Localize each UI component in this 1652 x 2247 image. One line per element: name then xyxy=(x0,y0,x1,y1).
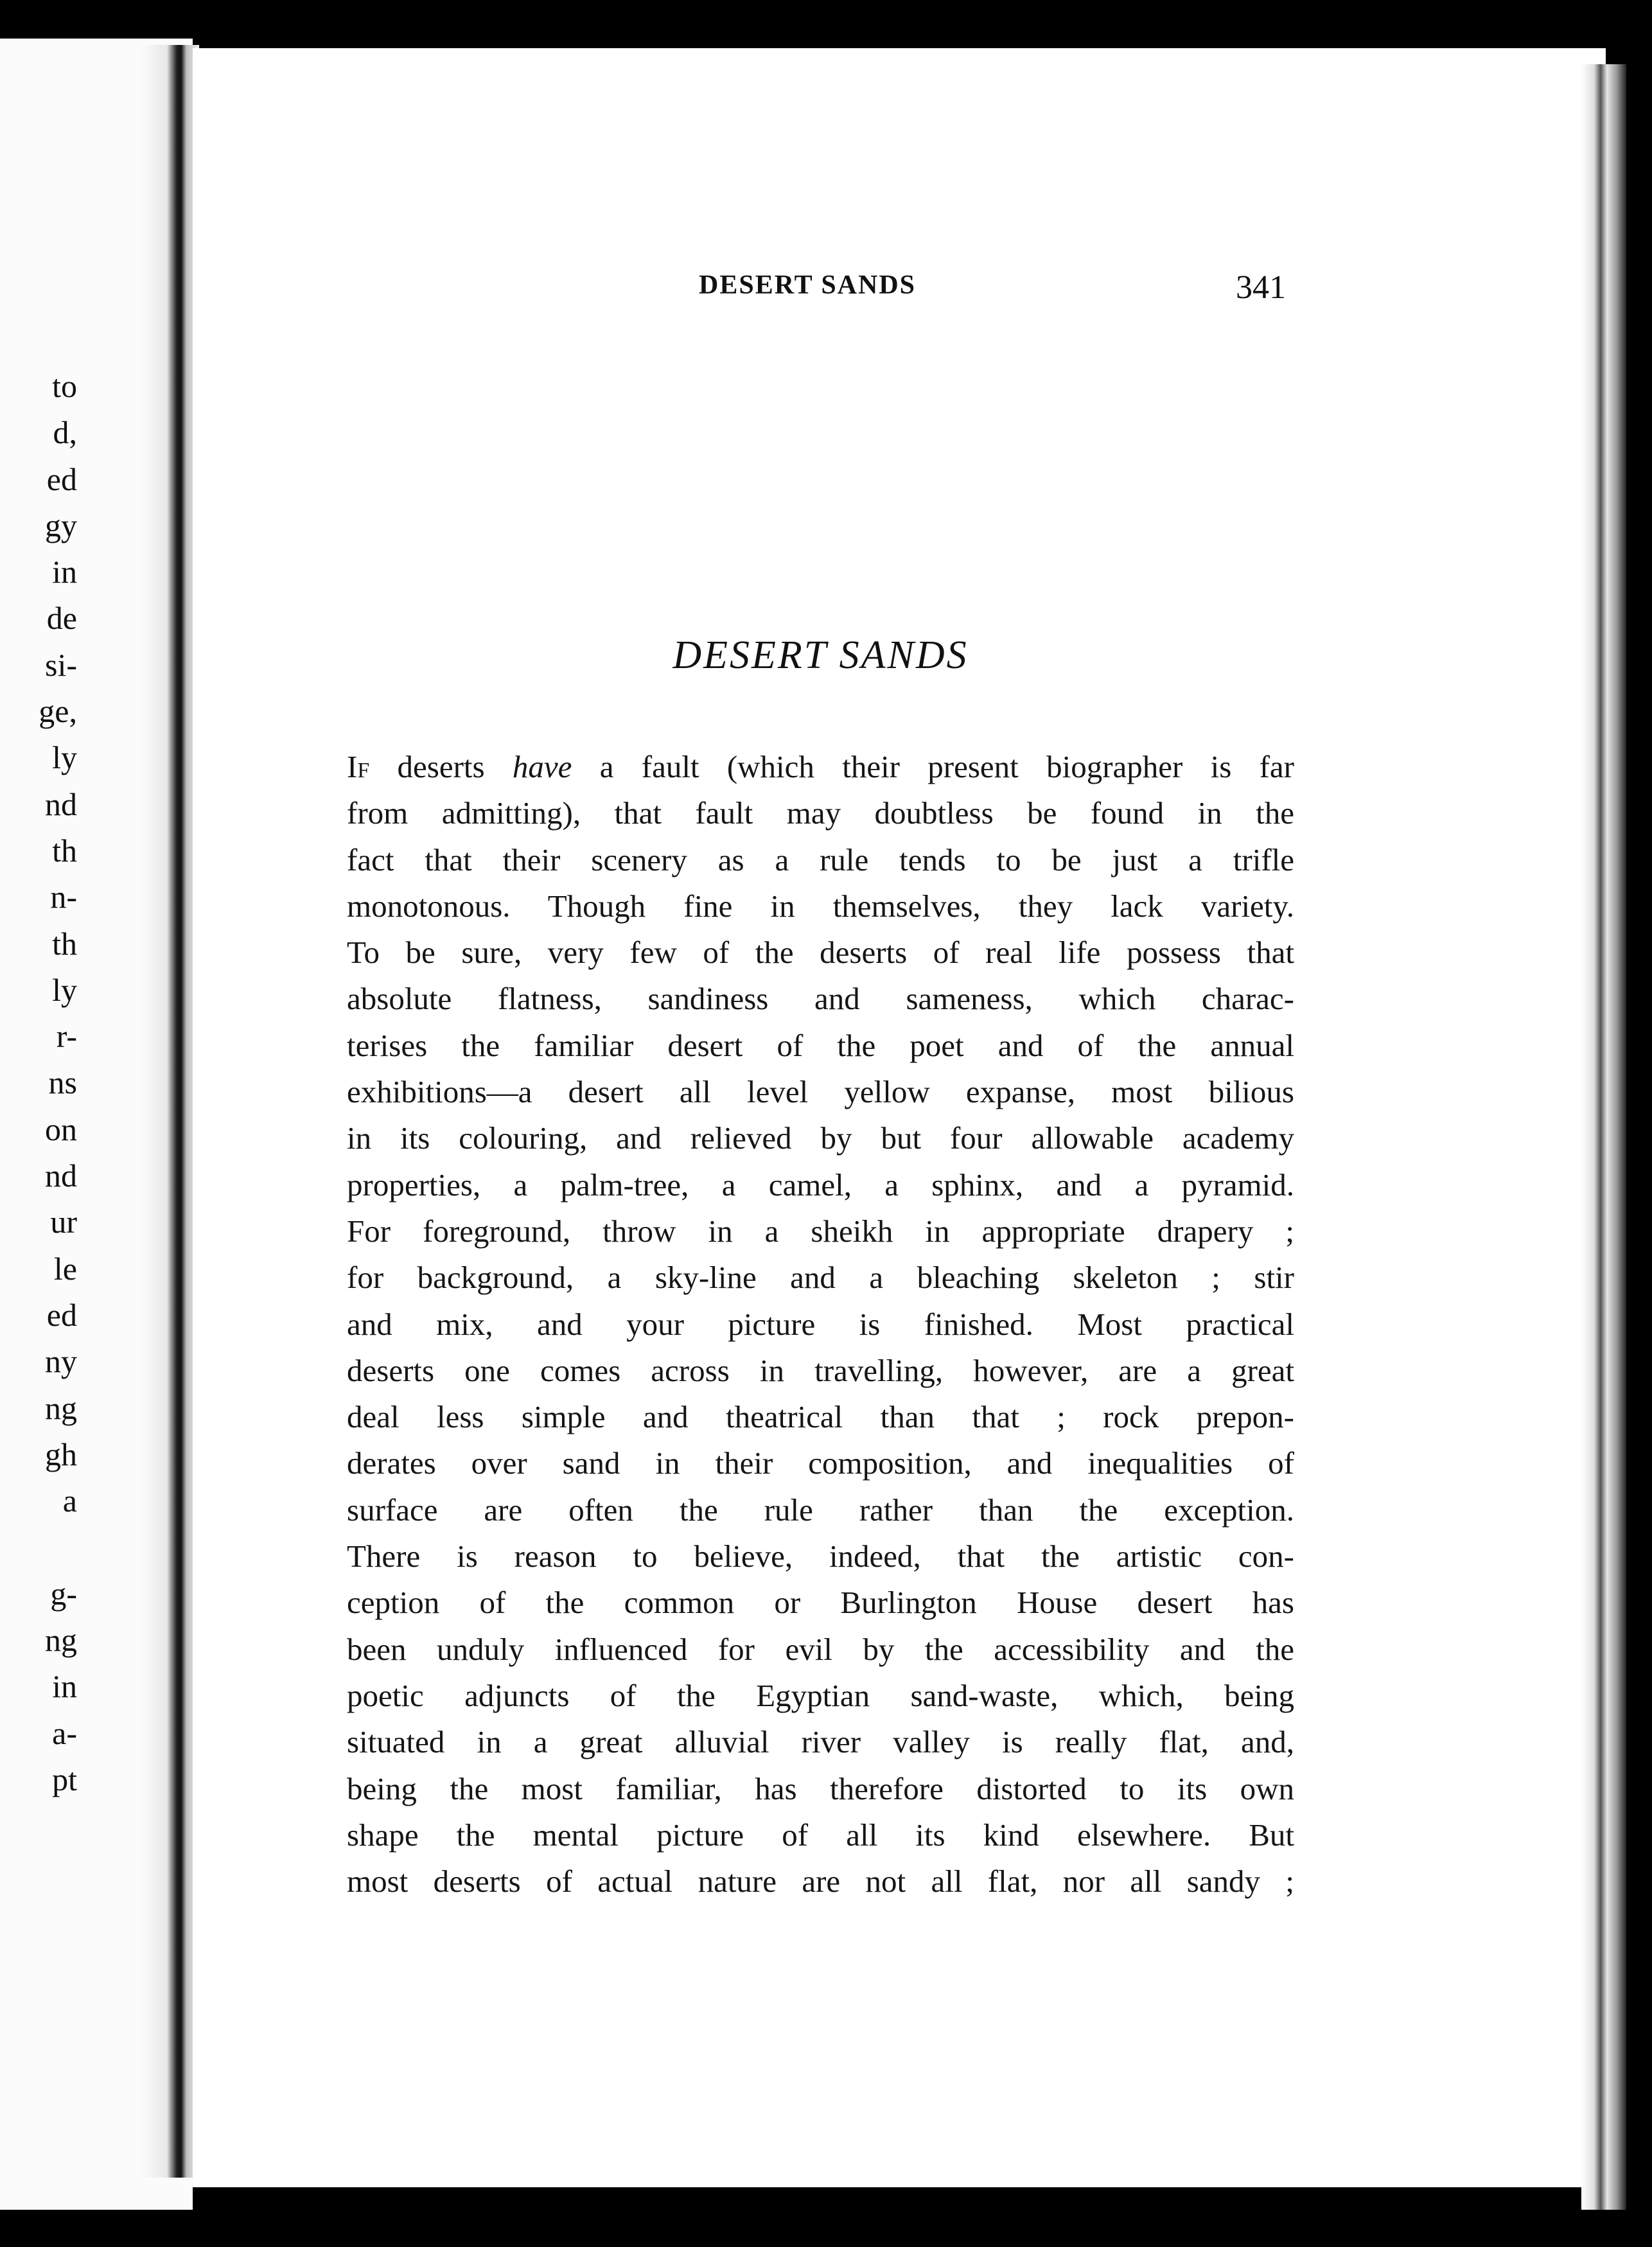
chapter-title: DESERT SANDS xyxy=(672,633,969,677)
text-line: poetic adjuncts of the Egyptian sand-waste, which, being xyxy=(347,1677,1294,1713)
fragment-line: in xyxy=(52,554,77,590)
text-line: absolute flatness, sandiness and sameness, which charac- xyxy=(347,981,1294,1017)
text-line: fact that their scenery as a rule tends to be just a trifle xyxy=(347,842,1294,877)
drop-cap: If xyxy=(347,749,370,784)
fragment-line: g- xyxy=(50,1575,77,1612)
fragment-line xyxy=(0,1524,77,1570)
fragment-line: ny xyxy=(45,1343,77,1380)
text-line: properties, a palm-tree, a camel, a sphinx, and a pyramid. xyxy=(347,1167,1294,1203)
fragment-line: a- xyxy=(52,1714,77,1751)
text-line: There is reason to believe, indeed, that the artistic con- xyxy=(347,1538,1294,1574)
fragment-line: de xyxy=(46,600,77,637)
text-line: in its colouring, and relieved by but four allowable academy xyxy=(347,1120,1294,1156)
fragment-line: ns xyxy=(48,1064,77,1101)
fragment-line: n- xyxy=(50,879,77,915)
text-line: ception of the common or Burlington House desert has xyxy=(347,1585,1294,1621)
fragment-line: gh xyxy=(45,1436,77,1472)
text-line: For foreground, throw in a sheikh in appropriate drapery ; xyxy=(347,1213,1294,1249)
fragment-line: ly xyxy=(52,971,77,1008)
fragment-line: gy xyxy=(45,507,77,543)
fragment-line: r- xyxy=(56,1018,77,1055)
fragment-line: to xyxy=(52,368,77,404)
text-line: derates over sand in their composition, and inequalities of xyxy=(347,1445,1294,1481)
fragment-line: ly xyxy=(52,739,77,776)
text-line: surface are often the rule rather than the exception. xyxy=(347,1492,1294,1528)
text-line: and mix, and your picture is finished. Most practical xyxy=(347,1306,1294,1342)
fragment-line: th xyxy=(52,925,77,962)
text-line: shape the mental picture of all its kind elsewhere. But xyxy=(347,1817,1294,1853)
text-line: monotonous. Though fine in themselves, they lack variety. xyxy=(347,888,1294,924)
fragment-line: le xyxy=(53,1250,77,1287)
fragment-line: th xyxy=(52,832,77,868)
fragment-line: nd xyxy=(45,786,77,822)
text-line xyxy=(347,744,1294,790)
text-line: exhibitions—a desert all level yellow expanse, most bilious xyxy=(347,1074,1294,1110)
text-line: for background, a sky-line and a bleaching skeleton ; stir xyxy=(347,1260,1294,1296)
fragment-line: ge, xyxy=(39,693,77,730)
text-line: deserts one comes across in travelling, however, are a great xyxy=(347,1352,1294,1388)
text-span: a fault (which their present biographer is far xyxy=(572,749,1294,784)
text-line: To be sure, very few of the deserts of real life possess that xyxy=(347,935,1294,971)
text-line: been unduly influenced for evil by the accessibility and the xyxy=(347,1631,1294,1667)
text-line: situated in a great alluvial river valley is really flat, and, xyxy=(347,1724,1294,1760)
book-gutter xyxy=(141,45,199,2178)
running-head: DESERT SANDS xyxy=(699,270,917,300)
fragment-line: si- xyxy=(45,646,77,683)
italic-word: have xyxy=(512,749,572,784)
text-line: from admitting), that fault may doubtless be found in the xyxy=(347,795,1294,831)
text-span: deserts xyxy=(369,749,513,784)
fragment-line: ed xyxy=(46,1296,77,1333)
fragment-line: ed xyxy=(46,461,77,497)
fragment-line: on xyxy=(45,1111,77,1147)
text-line: deal less simple and theatrical than that ; rock prepon- xyxy=(347,1399,1294,1435)
fragment-line: ur xyxy=(50,1204,77,1240)
fragment-line: d, xyxy=(53,414,77,451)
fragment-line: ng xyxy=(45,1389,77,1426)
fragment-line: in xyxy=(52,1668,77,1705)
text-line: most deserts of actual nature are not all flat, nor all sandy ; xyxy=(347,1864,1294,1899)
fragment-line: ng xyxy=(45,1622,77,1659)
fragment-line: pt xyxy=(52,1761,77,1797)
text-line: being the most familiar, has therefore distorted to its own xyxy=(347,1770,1294,1806)
fragment-line: nd xyxy=(45,1158,77,1194)
previous-page-text xyxy=(0,363,77,1802)
body-text xyxy=(347,744,1294,1905)
fragment-line: a xyxy=(62,1483,77,1519)
page-number: 341 xyxy=(1236,269,1286,306)
page-edges xyxy=(1581,64,1626,2210)
text-line: terises the familiar desert of the poet and of the annual xyxy=(347,1027,1294,1063)
